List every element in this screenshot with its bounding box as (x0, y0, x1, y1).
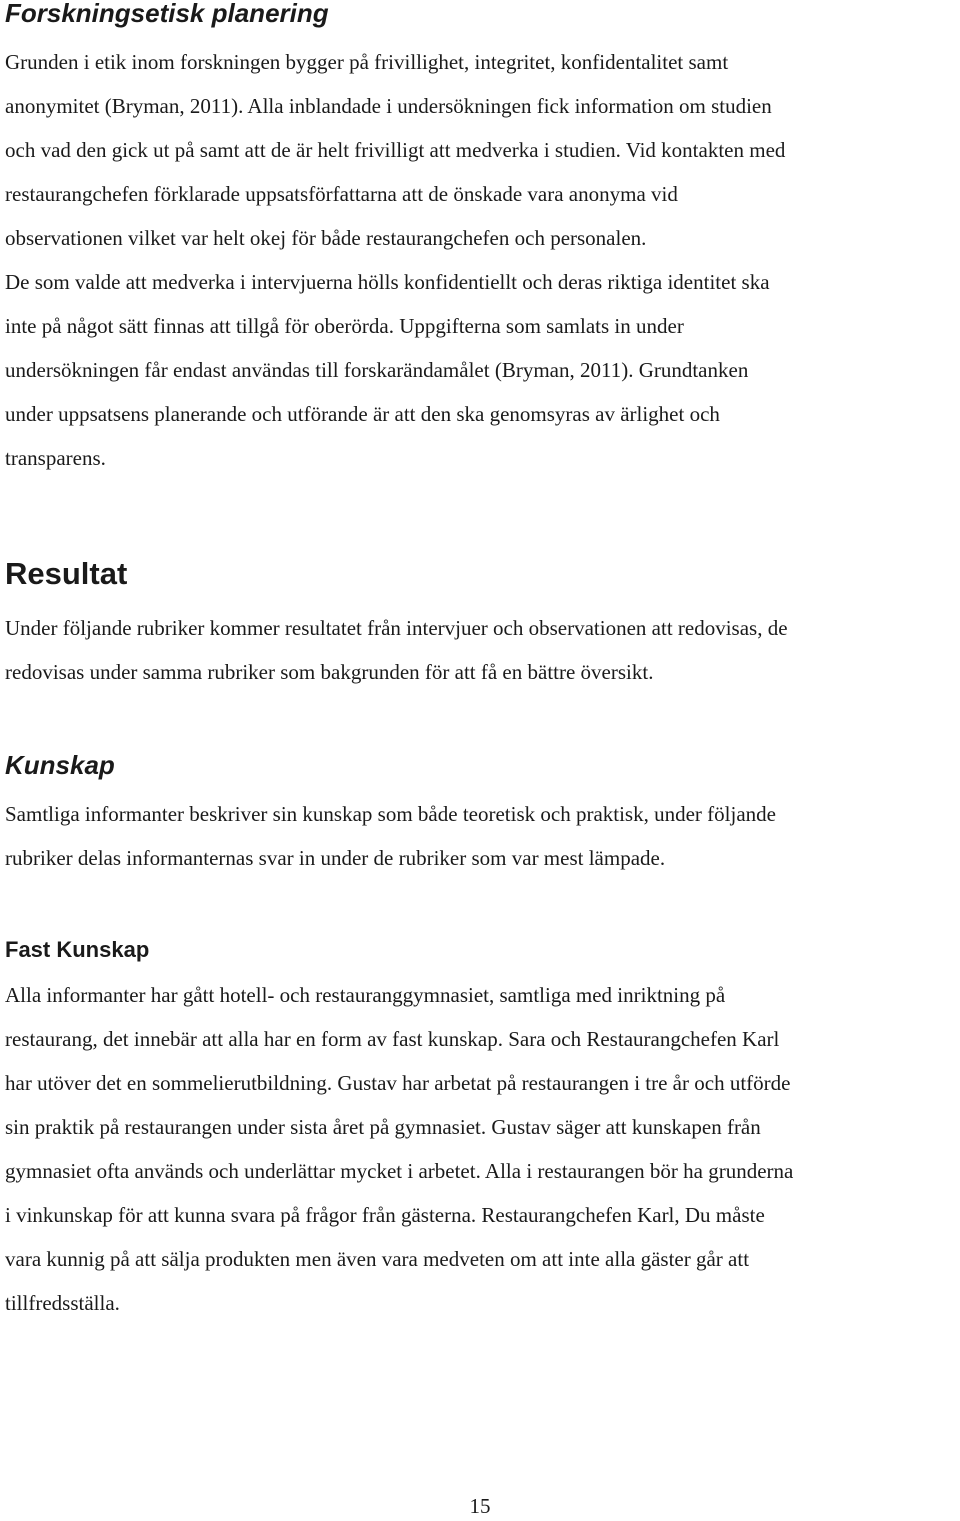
text-line: tillfredsställa. (5, 1291, 120, 1315)
text-line: och vad den gick ut på samt att de är helt frivilligt att medverka i studien. Vid kontakten med (5, 138, 786, 162)
section-heading-resultat: Resultat (5, 556, 128, 591)
text-line: transparens. (5, 446, 106, 470)
text-line: sin praktik på restaurangen under sista året på gymnasiet. Gustav säger att kunskapen från (5, 1115, 761, 1139)
page-number: 15 (469, 1494, 491, 1518)
text-line: vara kunnig på att sälja produkten men även vara medveten om att inte alla gäster går att (5, 1247, 750, 1271)
text-line: anonymitet (Bryman, 2011). Alla inblandade i undersökningen fick information om studien (5, 94, 772, 118)
section-heading-forskningsetisk-planering: Forskningsetisk planering (5, 0, 329, 28)
section-heading-kunskap: Kunskap (5, 750, 115, 780)
text-line: Samtliga informanter beskriver sin kunskap som både teoretisk och praktisk, under följande (5, 802, 776, 826)
text-line: under uppsatsens planerande och utförande är att den ska genomsyras av ärlighet och (5, 402, 720, 426)
text-line: rubriker delas informanternas svar in under de rubriker som var mest lämpade. (5, 846, 666, 870)
text-line: i vinkunskap för att kunna svara på frågor från gästerna. Restaurangchefen Karl, Du måste (5, 1203, 765, 1227)
text-line: inte på något sätt finnas att tillgå för oberörda. Uppgifterna som samlats in under (5, 314, 684, 338)
paragraph-forskningsetisk-planering (5, 40, 955, 480)
text-line: restaurang, det innebär att alla har en form av fast kunskap. Sara och Restaurangchefen Karl (5, 1027, 780, 1051)
text-line: redovisas under samma rubriker som bakgrunden för att få en bättre översikt. (5, 660, 654, 684)
text-line: De som valde att medverka i intervjuerna hölls konfidentiellt och deras riktiga identitet ska (5, 270, 770, 294)
text-line: har utöver det en sommelierutbildning. Gustav har arbetat på restaurangen i tre år och utförde (5, 1071, 791, 1095)
text-line: undersökningen får endast användas till forskarändamålet (Bryman, 2011). Grundtanken (5, 358, 749, 382)
text-line: gymnasiet ofta används och underlättar mycket i arbetet. Alla i restaurangen bör ha grunderna (5, 1159, 794, 1183)
paragraph-kunskap (5, 792, 955, 880)
text-line: Alla informanter har gått hotell- och restauranggymnasiet, samtliga med inriktning på (5, 983, 726, 1007)
section-heading-fast-kunskap: Fast Kunskap (5, 937, 150, 962)
text-line: restaurangchefen förklarade uppsatsförfattarna att de önskade vara anonyma vid (5, 182, 678, 206)
text-line: Grunden i etik inom forskningen bygger på frivillighet, integritet, konfidentalitet samt (5, 50, 729, 74)
text-line: observationen vilket var helt okej för både restaurangchefen och personalen. (5, 226, 647, 250)
text-line: Under följande rubriker kommer resultatet från intervjuer och observationen att redovisas, de (5, 616, 788, 640)
paragraph-fast-kunskap (5, 973, 955, 1325)
paragraph-resultat (5, 606, 955, 694)
